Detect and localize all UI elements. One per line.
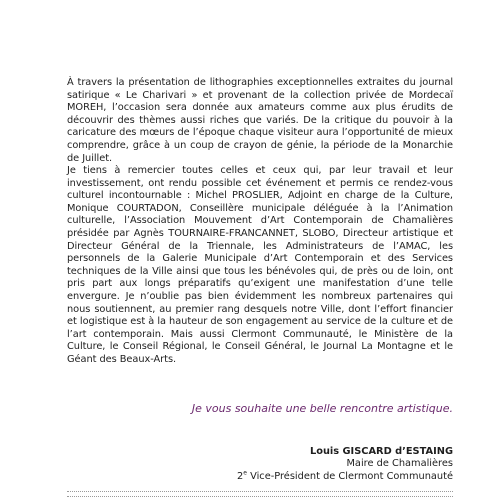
signatory-name: Louis GISCARD d’ESTAING: [309, 446, 453, 457]
signatory-second-title: [237, 471, 453, 483]
title-number: 2: [237, 470, 244, 482]
signature-block: [237, 446, 453, 483]
thanks-paragraph: Je tiens à remercier toutes celles et ceux qui, par leur travail et leur investissement, ont rendu possible cet événement et permis ce rendez-vous culturel incontournable : Michel PROSLIER, Adjoint en charge de la Culture, Monique COURTADON, Conseillère municipale déléguée à la l’Animation culturelle, l’Association Mouvement d’Art Contemporain de Chamalières présidée par Agnès TOURNAIRE-FRANCANNET, SLOBO, Directeur artistique et Directeur Général de la Triennale, les Administrateurs de l’AMAC, les personnels de la Galerie Municipale d’Art Contemporain et des Services techniques de la Ville ainsi que tous les bénévoles qui, de près ou de loin, ont pris part aux longs préparatifs qu’exigent une manifestation d’une telle envergure. Je n’oublie pas bien évidemment les nombreux partenaires qui nous soutiennent, au premier rang desquels notre Ville, dont l’effort financier et logistique est à la hauteur de son engagement au service de la culture et de l’art contemporain. Mais aussi Clermont Communauté, le Ministère de la Culture, le Conseil Régional, le Conseil Général, le Journal La Montagne et le Géant des Beaux-Arts.: [67, 165, 453, 365]
intro-paragraph: À travers la présentation de lithographies exceptionnelles extraites du journal satirique « Le Charivari » et provenant de la collection privée de Mordecaï MOREH, l’occasion sera donnée aux amateurs comme aux plus érudits de découvrir des thèmes aussi riches que variés. De la critique du pouvoir à la caricature des mœurs de l’époque chaque visiteur aura l’opportunité de mieux comprendre, grâce à un coup de crayon de génie, la période de la Monarchie de Juillet.: [67, 77, 453, 164]
dotted-divider: [67, 491, 453, 492]
signatory-title: Maire de Chamalières: [346, 458, 453, 470]
closing-line: Je vous souhaite une belle rencontre artistique.: [191, 402, 453, 415]
dotted-divider: [67, 496, 453, 497]
title-ordinal-suffix: e: [243, 469, 247, 477]
title-rest: Vice-Président de Clermont Communauté: [246, 470, 453, 482]
